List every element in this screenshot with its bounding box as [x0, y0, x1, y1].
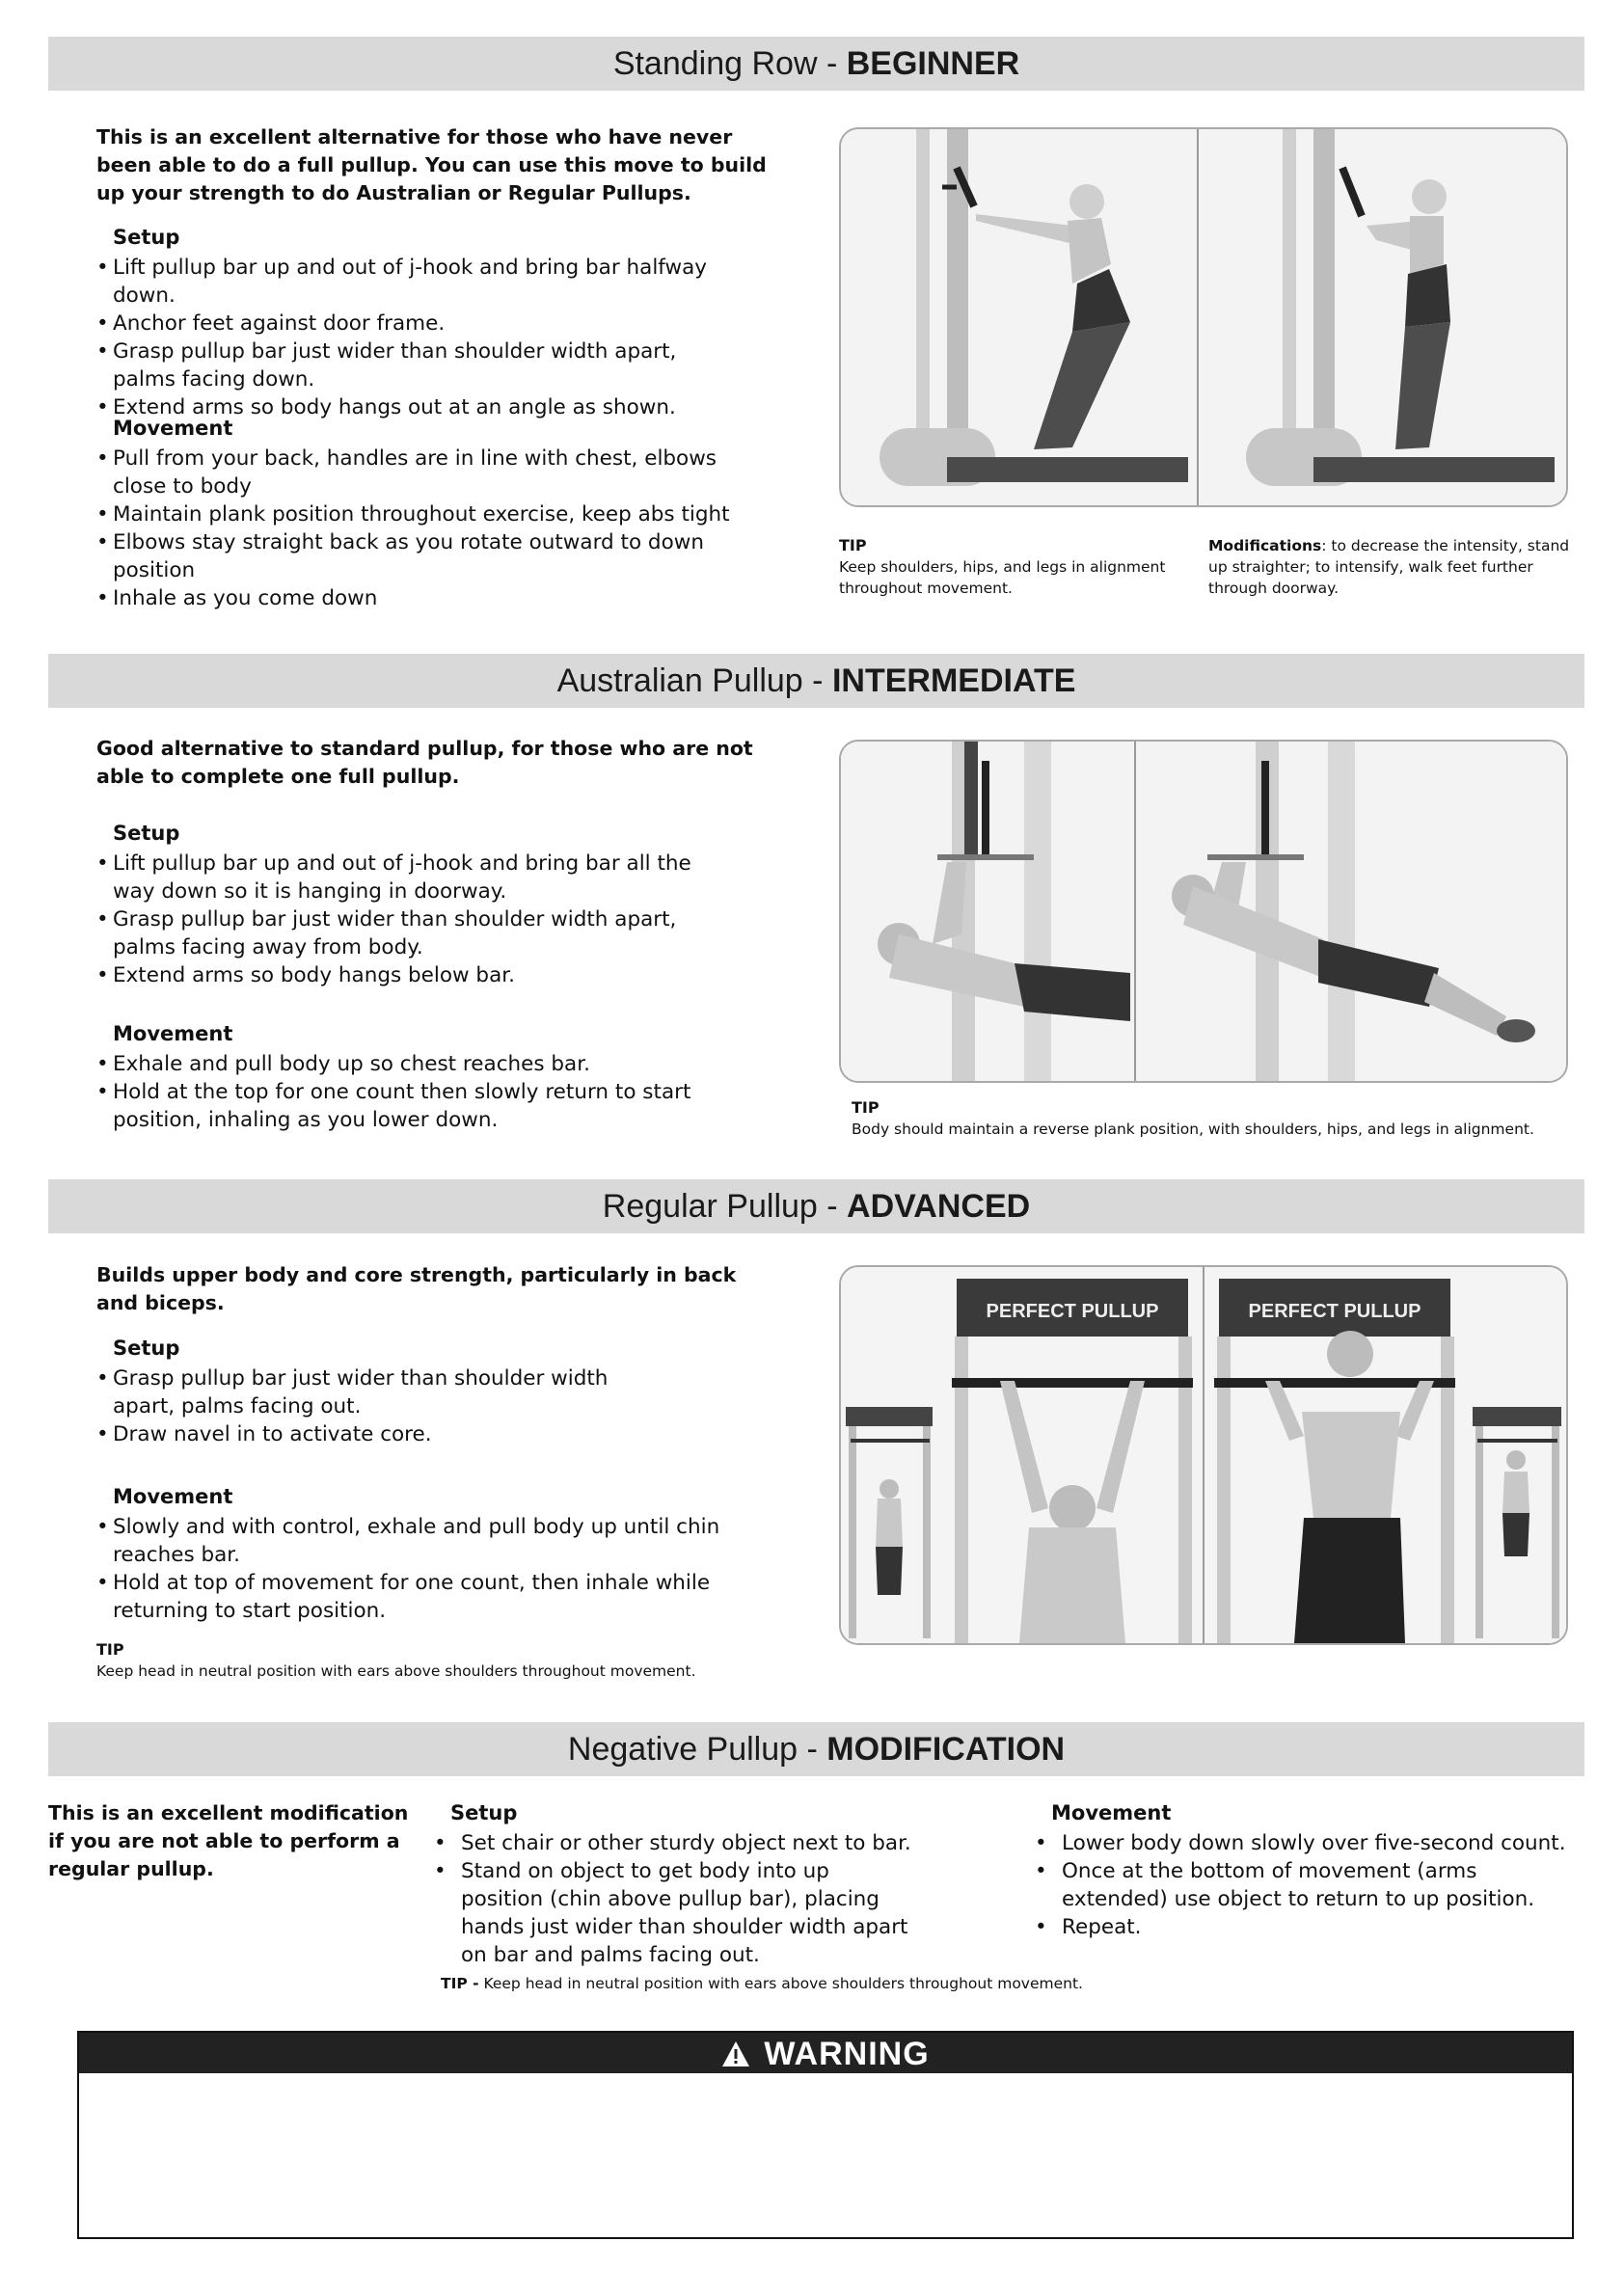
section-title-negative-pullup: [48, 1722, 1584, 1776]
brand-logo-text: PERFECT PULLUP: [986, 1301, 1159, 1322]
tip-text: Keep head in neutral position with ears above shoulders throughout movement.: [96, 1662, 696, 1680]
regular-pullup-movement: [96, 1483, 733, 1625]
setup-heading: Setup: [113, 226, 180, 249]
standing-row-movement: [96, 415, 733, 612]
section-title-standing-row: [48, 37, 1584, 91]
movement-heading: Movement: [113, 1485, 233, 1508]
movement-heading: Movement: [1051, 1801, 1172, 1824]
standing-row-setup: [96, 224, 771, 421]
list-item: • Maintain plank position throughout exercise, keep abs tight: [96, 500, 733, 528]
list-item: • Grasp pullup bar just wider than shoulder width apart, palms facing away from body.: [96, 905, 691, 961]
negative-pullup-movement: [1035, 1799, 1584, 1941]
list-item: • Hold at top of movement for one count, then inhale while returning to start position.: [96, 1569, 730, 1625]
standing-row-photo: [839, 127, 1568, 507]
standing-row-tip: [839, 535, 1186, 599]
title-level: INTERMEDIATE: [831, 662, 1076, 699]
negative-pullup-tip: [441, 1973, 1309, 1994]
setup-heading: Setup: [450, 1801, 518, 1824]
list-item: • Once at the bottom of movement (arms extended) use object to return to up position.: [1035, 1857, 1584, 1913]
title-prefix: Standing Row -: [612, 45, 847, 82]
title-prefix: Negative Pullup -: [567, 1731, 827, 1768]
title-level: BEGINNER: [846, 45, 1020, 82]
australian-pullup-tip: [852, 1097, 1565, 1140]
negative-pullup-intro: This is an excellent modification if you are not able to perform a regular pullup.: [48, 1801, 409, 1880]
list-item: • Lower body down slowly over five-second count.: [1035, 1829, 1584, 1857]
tip-text: Body should maintain a reverse plank position, with shoulders, hips, and legs in alignment.: [852, 1121, 1534, 1138]
setup-heading: Setup: [113, 1337, 180, 1360]
list-item: • Anchor feet against door frame.: [96, 310, 771, 338]
tip-label: TIP: [839, 536, 867, 554]
warning-label: WARNING: [764, 2036, 930, 2072]
list-item: • Grasp pullup bar just wider than shoulder width apart, palms facing down.: [96, 338, 730, 393]
brand-logo-text-2: PERFECT PULLUP: [1248, 1301, 1421, 1322]
list-item: • Lift pullup bar up and out of j-hook and bring bar all the way down so it is hanging in doorway.: [96, 850, 691, 905]
negative-pullup-setup: [434, 1799, 926, 1969]
list-item: • Exhale and pull body up so chest reaches bar.: [96, 1050, 714, 1078]
list-item: • Stand on object to get body into up position (chin above pullup bar), placing hands just wider than shoulder width apart on bar and palms facing out.: [434, 1857, 914, 1969]
setup-heading: Setup: [113, 822, 180, 845]
australian-pullup-intro: Good alternative to standard pullup, for those who are not able to complete one full pullup.: [96, 737, 753, 788]
list-item: • Elbows stay straight back as you rotate outward to down position: [96, 528, 711, 584]
list-item: • Draw navel in to activate core.: [96, 1420, 675, 1448]
tip-label: TIP -: [441, 1975, 479, 1992]
tip-label: TIP: [852, 1098, 880, 1117]
australian-pullup-movement: [96, 1020, 714, 1134]
regular-pullup-setup: [96, 1335, 675, 1448]
list-item: • Lift pullup bar up and out of j-hook and bring bar halfway down.: [96, 254, 771, 310]
list-item: • Pull from your back, handles are in line with chest, elbows close to body: [96, 445, 730, 500]
tip-text: Keep shoulders, hips, and legs in alignment throughout movement.: [839, 558, 1166, 597]
section-title-australian-pullup: [48, 654, 1584, 708]
regular-pullup-intro: Builds upper body and core strength, particularly in back and biceps.: [96, 1263, 737, 1314]
movement-heading: Movement: [113, 417, 233, 440]
list-item: • Extend arms so body hangs out at an angle as shown.: [96, 393, 771, 421]
tip-text: Keep head in neutral position with ears above shoulders throughout movement.: [483, 1975, 1083, 1992]
title-prefix: Regular Pullup -: [602, 1188, 848, 1225]
section-title-regular-pullup: [48, 1179, 1584, 1233]
title-level: MODIFICATION: [826, 1731, 1066, 1768]
warning-triangle-icon: [721, 2036, 750, 2078]
tip-label: TIP: [96, 1640, 124, 1659]
list-item: • Extend arms so body hangs below bar.: [96, 961, 694, 989]
list-item: • Set chair or other sturdy object next to bar.: [434, 1829, 926, 1857]
regular-pullup-tip: [96, 1639, 810, 1682]
warning-box: [77, 2031, 1574, 2239]
list-item: • Repeat.: [1035, 1913, 1584, 1941]
standing-row-modifications: [1208, 535, 1570, 599]
title-prefix: Australian Pullup -: [556, 662, 832, 699]
regular-pullup-photo: [839, 1265, 1568, 1645]
movement-heading: Movement: [113, 1022, 233, 1045]
title-level: ADVANCED: [847, 1188, 1031, 1225]
warning-header: [79, 2033, 1572, 2073]
standing-row-intro: This is an excellent alternative for those who have never been able to do a full pullup. You can use this move to build up your strength to do Australian or Regular Pullups.: [96, 125, 767, 204]
list-item: • Grasp pullup bar just wider than shoulder width apart, palms facing out.: [96, 1364, 634, 1420]
australian-pullup-photo: [839, 740, 1568, 1083]
list-item: • Hold at the top for one count then slowly return to start position, inhaling as you lower down.: [96, 1078, 701, 1134]
modifications-text: : to decrease the intensity, stand up straighter; to intensify, walk feet further through doorway.: [1208, 537, 1570, 597]
modifications-label: Modifications: [1208, 537, 1322, 554]
list-item: • Slowly and with control, exhale and pull body up until chin reaches bar.: [96, 1513, 730, 1569]
australian-pullup-setup: [96, 820, 694, 989]
list-item: • Inhale as you come down: [96, 584, 733, 612]
